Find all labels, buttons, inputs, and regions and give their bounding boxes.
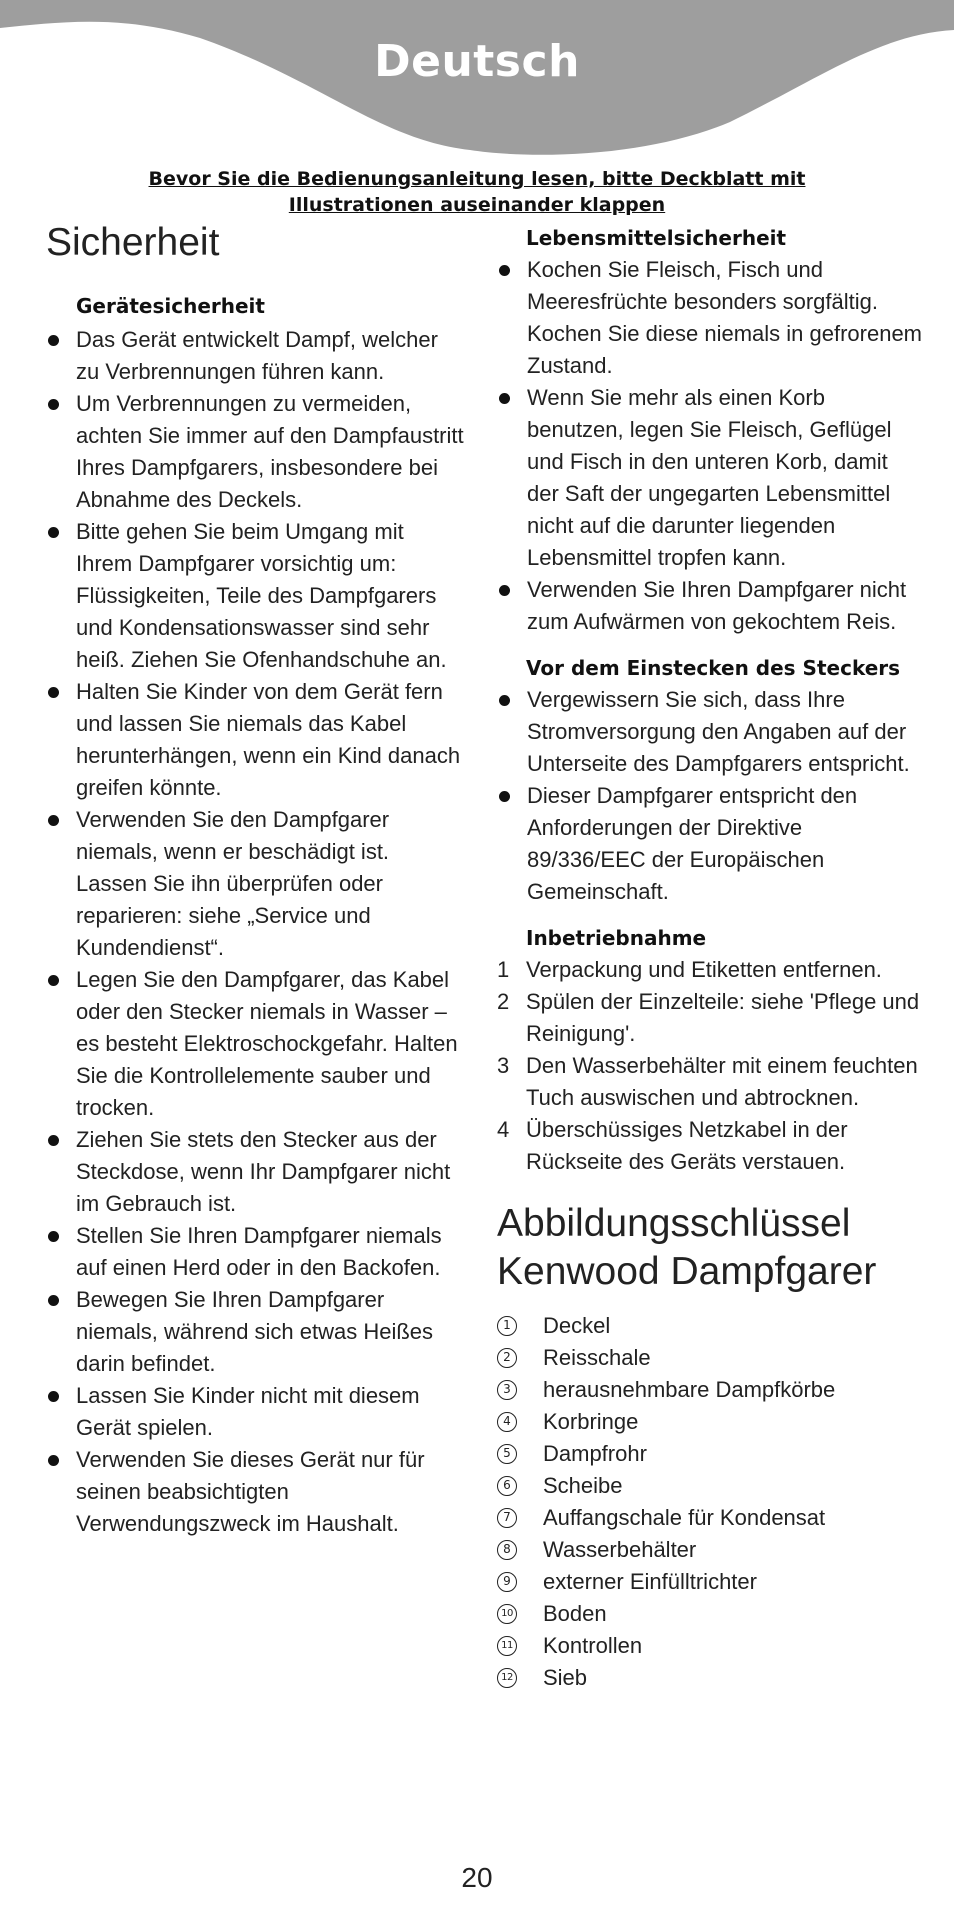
circled-number-icon: 8 [497, 1540, 517, 1560]
language-title: Deutsch [374, 36, 580, 87]
bullet-text: Verwenden Sie dieses Gerät nur für seinen beabsichtigten Verwendungszweck im Haushalt. [76, 1447, 425, 1536]
key-item [497, 1470, 922, 1502]
bullet-item [497, 254, 922, 382]
key-title-line1: Abbildungsschlüssel [497, 1202, 851, 1245]
bullet-icon [48, 1135, 59, 1146]
circled-number-icon: 2 [497, 1348, 517, 1368]
fold-out-notice: Bevor Sie die Bedienungsanleitung lesen, bitte Deckblatt mit Illustrationen auseinander klappen [148, 168, 806, 216]
step-text: Überschüssiges Netzkabel in der Rückseite des Geräts verstauen. [526, 1117, 848, 1174]
bullet-text: Wenn Sie mehr als einen Korb benutzen, legen Sie Fleisch, Geflügel und Fisch in den unteren Korb, damit der Saft der ungegarten Lebensmittel nicht auf die darunter liegenden Lebensmittel tropfen kann. [527, 385, 892, 570]
step-number: 2 [497, 989, 510, 1014]
key-title [497, 1200, 922, 1296]
step-text: Spülen der Einzelteile: siehe 'Pflege und Reinigung'. [526, 989, 920, 1046]
bullet-icon [48, 1231, 59, 1242]
step-text: Den Wasserbehälter mit einem feuchten Tuch auswischen und abtrocknen. [526, 1053, 918, 1110]
startup-step [497, 1114, 922, 1178]
circled-number-icon: 11 [497, 1636, 517, 1656]
step-number: 1 [497, 957, 510, 982]
key-item [497, 1406, 922, 1438]
key-label: herausnehmbare Dampfkörbe [543, 1377, 836, 1402]
bullet-item [46, 1284, 466, 1380]
bullet-text: Vergewissern Sie sich, dass Ihre Stromversorgung den Angaben auf der Unterseite des Dampfgarers entspricht. [527, 687, 910, 776]
bullet-icon [499, 695, 510, 706]
bullet-icon [499, 393, 510, 404]
bullet-item [46, 324, 466, 388]
left-column [46, 220, 466, 1540]
key-item [497, 1374, 922, 1406]
circled-number-icon: 10 [497, 1604, 517, 1624]
key-item [497, 1310, 922, 1342]
bullet-icon [499, 585, 510, 596]
bullet-item [497, 574, 922, 638]
bullet-item [46, 676, 466, 804]
bullet-item [497, 684, 922, 780]
key-label: Reisschale [543, 1345, 651, 1370]
bullet-item [46, 804, 466, 964]
key-label: Deckel [543, 1313, 611, 1338]
key-label: Sieb [543, 1665, 588, 1690]
bullet-icon [48, 687, 59, 698]
bullet-item [46, 964, 466, 1124]
component-key-list [497, 1310, 922, 1694]
circled-number-icon: 12 [497, 1668, 517, 1688]
device-safety-list [46, 324, 466, 1540]
key-label: Dampfrohr [543, 1441, 647, 1466]
key-item [497, 1502, 922, 1534]
key-item [497, 1566, 922, 1598]
page-number: 20 [461, 1862, 493, 1893]
step-number: 4 [497, 1117, 510, 1142]
bullet-icon [499, 791, 510, 802]
bullet-icon [48, 335, 59, 346]
bullet-icon [48, 527, 59, 538]
key-label: externer Einfülltrichter [543, 1569, 757, 1594]
bullet-item [46, 1380, 466, 1444]
bullet-text: Um Verbrennungen zu vermeiden, achten Sie immer auf den Dampfaustritt Ihres Dampfgarers, insbesondere bei Abnahme des Deckels. [76, 391, 464, 512]
bullet-text: Dieser Dampfgarer entspricht den Anforderungen der Direktive 89/336/EEC der Europäischen Gemeinschaft. [527, 783, 858, 904]
bullet-icon [499, 265, 510, 276]
safety-title: Sicherheit [46, 221, 220, 264]
key-label: Scheibe [543, 1473, 623, 1498]
startup-heading: Inbetriebnahme [526, 926, 707, 950]
startup-step [497, 1050, 922, 1114]
startup-step [497, 986, 922, 1050]
key-label: Wasserbehälter [543, 1537, 697, 1562]
bullet-icon [48, 975, 59, 986]
bullet-text: Legen Sie den Dampfgarer, das Kabel oder den Stecker niemals in Wasser – es besteht Elektroschockgefahr. Halten Sie die Kontrollelemente sauber und trocken. [76, 967, 458, 1120]
bullet-icon [48, 1455, 59, 1466]
bullet-text: Ziehen Sie stets den Stecker aus der Steckdose, wenn Ihr Dampfgarer nicht im Gebrauch ist. [76, 1127, 451, 1216]
bullet-item [497, 780, 922, 908]
bullet-text: Verwenden Sie den Dampfgarer niemals, wenn er beschädigt ist. Lassen Sie ihn überprüfen oder reparieren: siehe „Service und Kundendienst“. [76, 807, 390, 960]
food-safety-heading: Lebensmittelsicherheit [526, 226, 787, 250]
bullet-item [46, 1124, 466, 1220]
circled-number-icon: 6 [497, 1476, 517, 1496]
bullet-text: Kochen Sie Fleisch, Fisch und Meeresfrüchte besonders sorgfältig. Kochen Sie diese niemals in gefrorenem Zustand. [527, 257, 923, 378]
bullet-text: Stellen Sie Ihren Dampfgarer niemals auf einen Herd oder in den Backofen. [76, 1223, 442, 1280]
key-item [497, 1342, 922, 1374]
circled-number-icon: 7 [497, 1508, 517, 1528]
circled-number-icon: 9 [497, 1572, 517, 1592]
bullet-icon [48, 1295, 59, 1306]
bullet-item [497, 382, 922, 574]
bullet-item [46, 1220, 466, 1284]
bullet-text: Bitte gehen Sie beim Umgang mit Ihrem Dampfgarer vorsichtig um: Flüssigkeiten, Teile des Dampfgarers und Kondensationswasser sind sehr heiß. Ziehen Sie Ofenhandschuhe an. [76, 519, 447, 672]
bullet-text: Bewegen Sie Ihren Dampfgarer niemals, während sich etwas Heißes darin befindet. [76, 1287, 434, 1376]
key-item [497, 1598, 922, 1630]
food-safety-list [497, 254, 922, 638]
key-label: Auffangschale für Kondensat [543, 1505, 826, 1530]
bullet-icon [48, 815, 59, 826]
circled-number-icon: 4 [497, 1412, 517, 1432]
bullet-text: Das Gerät entwickelt Dampf, welcher zu Verbrennungen führen kann. [76, 327, 438, 384]
bullet-item [46, 1444, 466, 1540]
circled-number-icon: 5 [497, 1444, 517, 1464]
key-label: Kontrollen [543, 1633, 643, 1658]
bullet-text: Halten Sie Kinder von dem Gerät fern und lassen Sie niemals das Kabel herunterhängen, wenn ein Kind danach greifen könnte. [76, 679, 461, 800]
key-item [497, 1630, 922, 1662]
circled-number-icon: 3 [497, 1380, 517, 1400]
startup-step [497, 954, 922, 986]
bullet-item [46, 388, 466, 516]
bullet-icon [48, 399, 59, 410]
key-item [497, 1438, 922, 1470]
bullet-text: Lassen Sie Kinder nicht mit diesem Gerät spielen. [76, 1383, 420, 1440]
startup-steps [497, 954, 922, 1178]
key-item [497, 1534, 922, 1566]
language-header [0, 0, 954, 160]
bullet-icon [48, 1391, 59, 1402]
bullet-item [46, 516, 466, 676]
step-number: 3 [497, 1053, 510, 1078]
before-plugging-heading: Vor dem Einstecken des Steckers [526, 656, 901, 680]
key-label: Korbringe [543, 1409, 639, 1434]
key-label: Boden [543, 1601, 607, 1626]
key-item [497, 1662, 922, 1694]
bullet-text: Verwenden Sie Ihren Dampfgarer nicht zum Aufwärmen von gekochtem Reis. [527, 577, 907, 634]
circled-number-icon: 1 [497, 1316, 517, 1336]
before-plugging-list [497, 684, 922, 908]
key-title-line2: Kenwood Dampfgarer [497, 1250, 877, 1293]
right-column [497, 222, 922, 1694]
step-text: Verpackung und Etiketten entfernen. [526, 957, 882, 982]
device-safety-heading: Gerätesicherheit [76, 294, 265, 318]
